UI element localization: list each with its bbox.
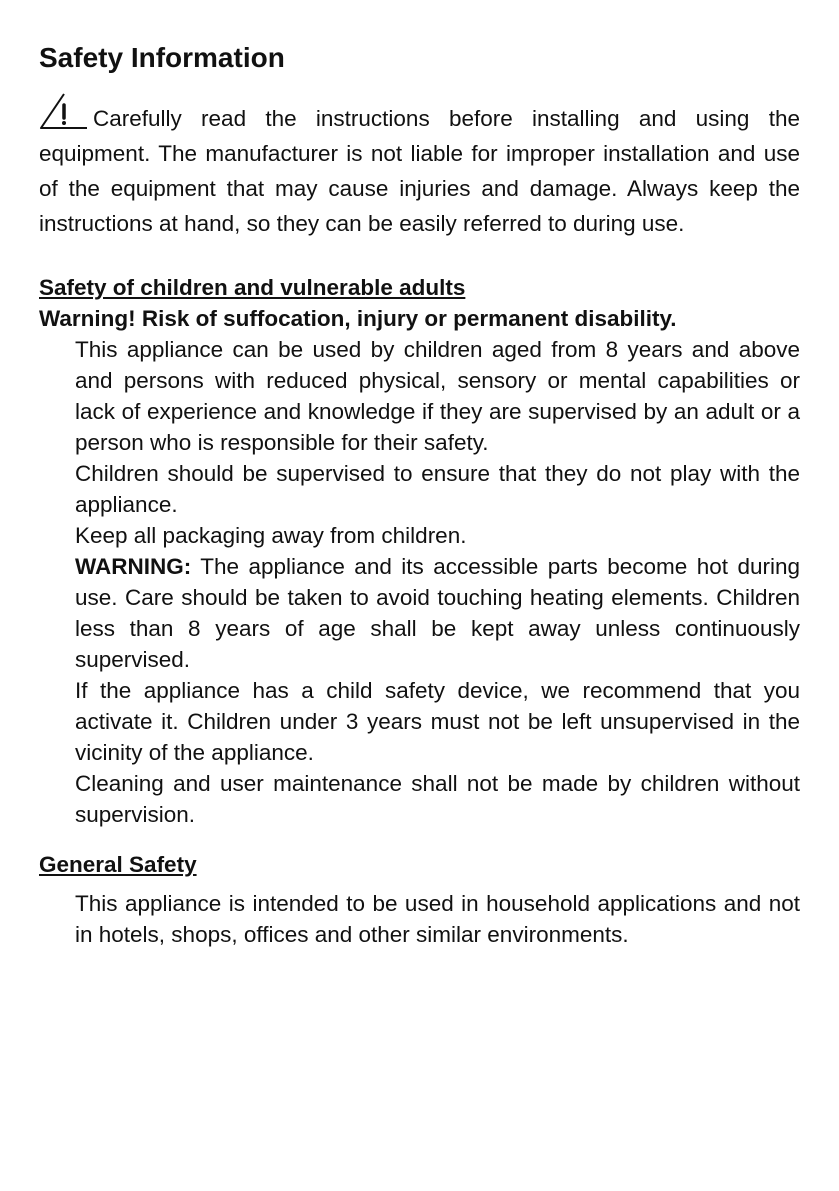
intro-paragraph [39, 92, 800, 241]
document-page [39, 40, 800, 950]
list-item: Cleaning and user maintenance shall not be made by children without supervision. [75, 771, 800, 827]
page-title: Safety Information [39, 42, 285, 73]
hot-warning-item [75, 551, 800, 675]
section-heading-general: General Safety [39, 852, 197, 877]
list-item: If the appliance has a child safety device, we recommend that you activate it. Children under 3 years must not be left unsupervised in the vicinity of the appliance. [75, 678, 800, 765]
section-heading-children: Safety of children and vulnerable adults [39, 275, 466, 300]
list-item: This appliance can be used by children aged from 8 years and above and persons with reduced physical, sensory or mental capabilities or lack of experience and knowledge if they are supervised by an adult or a person who is responsible for their safety. [75, 337, 800, 455]
list-item: This appliance is intended to be used in household applications and not in hotels, shops, offices and other similar environments. [75, 891, 800, 947]
list-item: Children should be supervised to ensure that they do not play with the appliance. [75, 461, 800, 517]
warning-triangle-icon [39, 92, 89, 132]
warning-label: WARNING: [75, 554, 192, 579]
suffocation-warning: Warning! Risk of suffocation, injury or permanent disability. [39, 306, 677, 331]
list-item: Keep all packaging away from children. [75, 523, 467, 548]
intro-text: Carefully read the instructions before installing and using the equipment. The manufacturer is not liable for improper installation and use of the equipment that may cause injuries and damage. Always keep the instructions at hand, so they can be easily referred to during use. [39, 106, 800, 236]
hot-warning-text: The appliance and its accessible parts become hot during use. Care should be taken to avoid touching heating elements. Children less than 8 years of age shall be kept away unless continuously supervised. [75, 554, 800, 672]
